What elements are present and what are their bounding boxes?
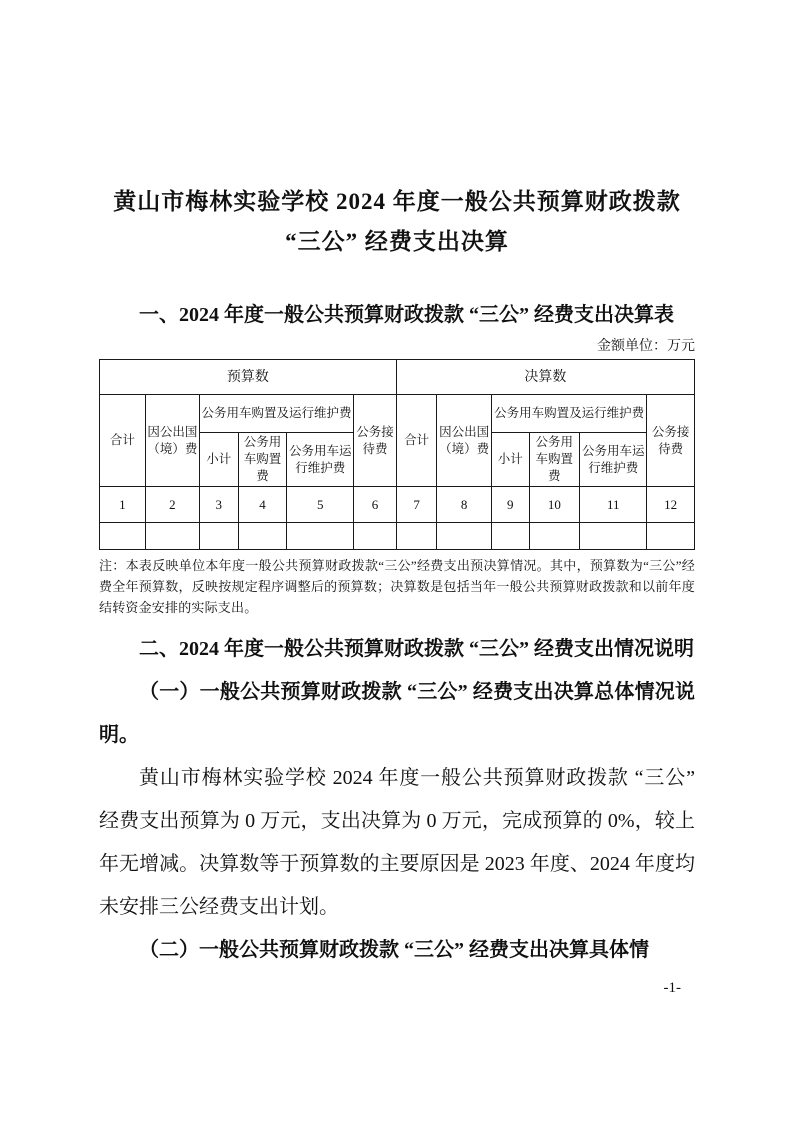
index-cell: 9 <box>492 487 529 523</box>
col-header-subtotal: 小计 <box>492 433 529 487</box>
document-title <box>99 182 695 262</box>
index-cell: 8 <box>437 487 492 523</box>
index-cell: 3 <box>199 487 238 523</box>
index-cell: 12 <box>647 487 695 523</box>
col-header-total: 合计 <box>100 395 146 487</box>
data-cell <box>287 523 354 550</box>
col-header-subtotal: 小计 <box>199 433 238 487</box>
unit-label: 金额单位：万元 <box>597 339 695 354</box>
index-cell: 2 <box>145 487 199 523</box>
sangong-expense-table <box>99 359 695 550</box>
index-cell: 7 <box>396 487 436 523</box>
col-header-reception: 公务接待费 <box>354 395 397 487</box>
vehicle-group-header: 公务用车购置及运行维护费 <box>199 395 353 433</box>
data-cell <box>492 523 529 550</box>
data-cell <box>238 523 287 550</box>
col-header-purchase: 公务用车购置费 <box>529 433 580 487</box>
section1-heading: 一、2024 年度一般公共预算财政拨款 “三公” 经费支出决算表 <box>139 304 674 326</box>
document-title-line1: 黄山市梅林实验学校 2024 年度一般公共预算财政拨款 <box>113 189 681 214</box>
col-header-maintenance: 公务用车运行维护费 <box>287 433 354 487</box>
col-header-total: 合计 <box>396 395 436 487</box>
data-cell <box>145 523 199 550</box>
final-group-header: 决算数 <box>396 360 694 395</box>
vehicle-group-header: 公务用车购置及运行维护费 <box>492 395 647 433</box>
data-cell <box>529 523 580 550</box>
index-cell: 10 <box>529 487 580 523</box>
data-cell <box>437 523 492 550</box>
section2-heading: 二、2024 年度一般公共预算财政拨款 “三公” 经费支出情况说明 <box>139 638 694 660</box>
col-header-reception: 公务接待费 <box>647 395 695 487</box>
index-cell: 1 <box>100 487 146 523</box>
data-cell <box>354 523 397 550</box>
index-cell: 5 <box>287 487 354 523</box>
table-data-row <box>100 523 695 550</box>
budget-group-header: 预算数 <box>100 360 397 395</box>
col-header-maintenance: 公务用车运行维护费 <box>580 433 647 487</box>
document-title-line2: “三公” 经费支出决算 <box>285 229 509 254</box>
data-cell <box>647 523 695 550</box>
index-cell: 4 <box>238 487 287 523</box>
table-note: 注：本表反映单位本年度一般公共预算财政拨款“三公”经费支出预决算情况。其中，预算数为“三公”经费全年预算数，反映按规定程序调整后的预算数；决算数是包括当年一般公共预算财政拨款和以前年度结转资金安排的实际支出。 <box>99 558 695 615</box>
col-header-abroad: 因公出国（境）费 <box>437 395 492 487</box>
data-cell <box>396 523 436 550</box>
section2-sub2-heading: （二）一般公共预算财政拨款 “三公” 经费支出决算具体情 <box>139 939 649 961</box>
section2-sub1-heading: （一）一般公共预算财政拨款 “三公” 经费支出决算总体情况说明。 <box>99 681 695 746</box>
page-number: -1- <box>663 980 681 996</box>
table-header-row <box>100 395 695 433</box>
col-header-abroad: 因公出国（境）费 <box>145 395 199 487</box>
index-cell: 6 <box>354 487 397 523</box>
table-group-header-row <box>100 360 695 395</box>
data-cell <box>100 523 146 550</box>
data-cell <box>199 523 238 550</box>
col-header-purchase: 公务用车购置费 <box>238 433 287 487</box>
table-index-row <box>100 487 695 523</box>
index-cell: 11 <box>580 487 647 523</box>
data-cell <box>580 523 647 550</box>
section2-sub1-paragraph: 黄山市梅林实验学校 2024 年度一般公共预算财政拨款 “三公” 经费支出预算为 0 万元，支出决算为 0 万元，完成预算的 0%，较上年无增减。决算数等于预算数的主要原因是 2023 年度、2024 年度均未安排三公经费支出计划。 <box>99 767 695 918</box>
